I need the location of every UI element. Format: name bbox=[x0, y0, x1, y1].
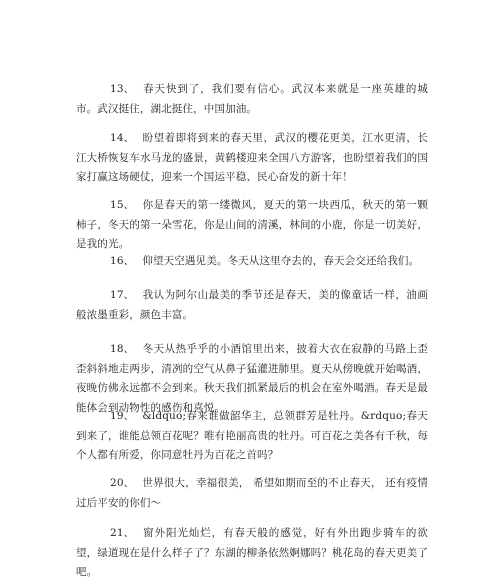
paragraph-number: 14、 bbox=[110, 132, 135, 144]
paragraph-text: 世界很大，幸福很美， 希望如期而至的不止春天， 还有疫情过后平安的你们～ bbox=[76, 477, 428, 509]
paragraph-17 bbox=[76, 286, 428, 325]
paragraph-15 bbox=[76, 196, 428, 255]
paragraph-text: 我认为阿尔山最美的季节还是春天，美的像童话一样，油画般浓墨重彩，颜色丰富。 bbox=[76, 289, 428, 321]
paragraph-text: 窗外阳光灿烂，有春天般的感觉，好有外出跑步骑车的欲望，绿道现在是什么样子了？东湖的柳条依然婀娜吗？桃花岛的春天更美了吧。 bbox=[76, 527, 428, 578]
paragraph-number: 17、 bbox=[110, 289, 135, 301]
paragraph-text: 春天快到了，我们要有信心。武汉本来就是一座英雄的城市。武汉挺住，湖北挺住，中国加油。 bbox=[76, 83, 428, 115]
paragraph-text: 仰望天空遇见美。冬天从这里夺去的，春天会交还给我们。 bbox=[142, 255, 420, 267]
paragraph-13 bbox=[76, 80, 428, 119]
paragraph-16 bbox=[76, 252, 428, 272]
paragraph-number: 18、 bbox=[110, 343, 135, 355]
paragraph-number: 15、 bbox=[110, 199, 135, 211]
paragraph-14 bbox=[76, 129, 428, 188]
paragraph-21 bbox=[76, 524, 428, 583]
paragraph-text: 你是春天的第一缕微风，夏天的第一块西瓜，秋天的第一颗柿子，冬天的第一朵雪花，你是山间的清溪，林间的小鹿，你是一切美好，是我的光。 bbox=[76, 199, 428, 250]
paragraph-number: 20、 bbox=[110, 477, 135, 489]
paragraph-text: &ldquo;春来谁做韶华主，总领群芳是牡丹。&rdquo;春天到来了，谁能总领百花呢？唯有艳丽高贵的牡丹。可百花之美各有千秋，每个人都有所爱，你同意牡丹为百花之首吗？ bbox=[76, 410, 428, 461]
paragraph-text: 冬天从热乎乎的小酒馆里出来，披着大衣在寂静的马路上歪歪斜斜地走两步，清冽的空气从鼻子猛灌进肺里。夏天从傍晚就开始喝酒，夜晚仿佛永远都不会到来。秋天我们抓紧最后的机会在室外喝酒。春天是最能体会到动物性的感伤和喜悦。 bbox=[76, 343, 428, 414]
paragraph-number: 21、 bbox=[110, 527, 135, 539]
paragraph-number: 13、 bbox=[110, 83, 135, 95]
paragraph-number: 19、 bbox=[110, 410, 135, 422]
paragraph-text: 盼望着即将到来的春天里，武汉的樱花更美，江水更清，长江大桥恢复车水马龙的盛景，黄鹤楼迎来全国八方游客，也盼望着我们的国家打赢这场硬仗，迎来一个国运平稳、民心奋发的新十年！ bbox=[76, 132, 428, 183]
paragraph-20 bbox=[76, 474, 428, 513]
paragraph-19 bbox=[76, 407, 428, 466]
paragraph-number: 16、 bbox=[110, 255, 135, 267]
